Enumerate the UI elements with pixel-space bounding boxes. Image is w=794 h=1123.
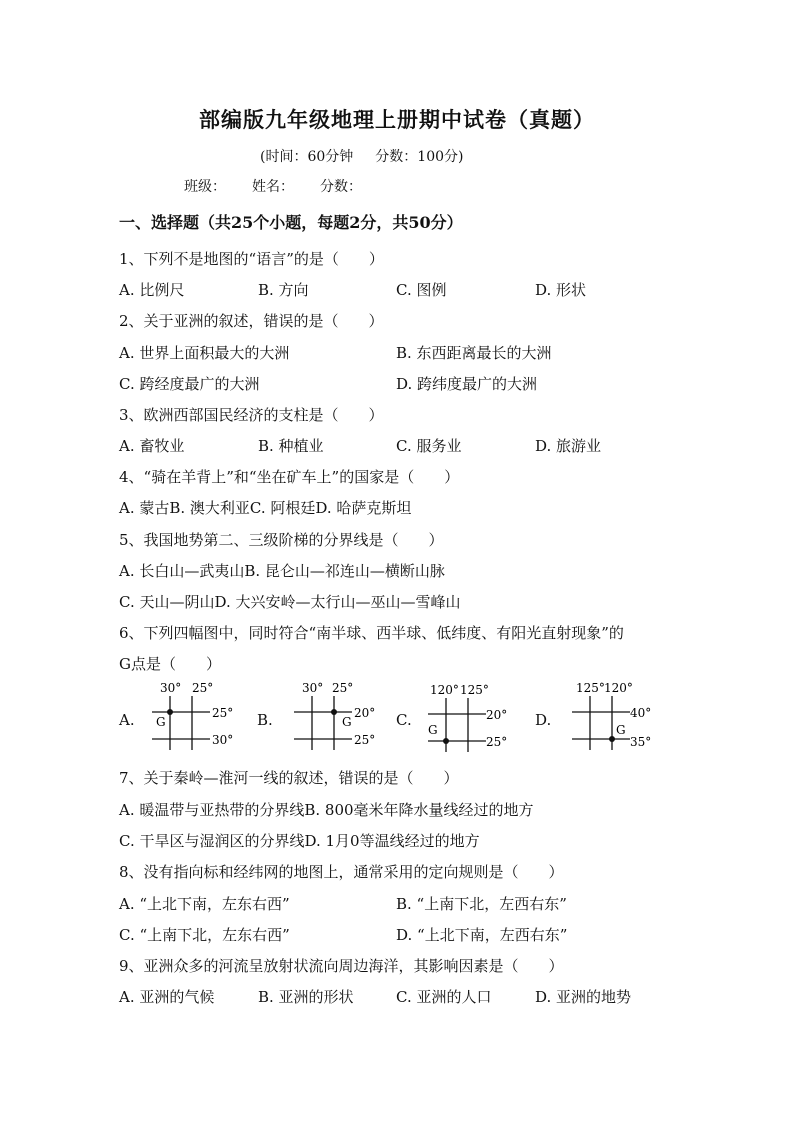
right-label-2: 25° <box>354 733 376 747</box>
question-9-option-d: D. 亚洲的地势 <box>535 988 632 1006</box>
diagram-b-letter: B. <box>257 711 273 729</box>
question-8-option-d: D. “上北下南，左西右东” <box>396 926 568 944</box>
exam-meta <box>260 146 463 166</box>
diagram-c-letter: C. <box>396 711 412 729</box>
question-2-option-d: D. 跨纬度最广的大洲 <box>396 375 538 393</box>
class-field: 班级： <box>184 179 226 195</box>
right-label-2: 35° <box>630 735 652 749</box>
question-1-option-d: D. 形状 <box>535 281 587 299</box>
question-1-stem: 1、下列不是地图的“语言”的是（ ） <box>119 250 384 268</box>
top-label-2: 125° <box>460 683 489 697</box>
question-8-option-c: C. “上南下北，左东右西” <box>119 926 290 944</box>
question-9-option-b: B. 亚洲的形状 <box>258 988 354 1006</box>
time-limit: (时间：60分钟 <box>260 149 354 165</box>
question-8-option-b: B. “上南下北，左西右东” <box>396 895 567 913</box>
top-label-2: 25° <box>192 681 214 695</box>
question-8-stem: 8、没有指向标和经纬网的地图上，通常采用的定向规则是（ ） <box>119 863 564 881</box>
diagram-c-grid <box>424 682 524 752</box>
question-5-options-ab: A. 长白山—武夷山B. 昆仑山—祁连山—横断山脉 <box>119 562 445 580</box>
top-label-2: 120° <box>604 681 633 695</box>
page-title: 部编版九年级地理上册期中试卷（真题） <box>199 107 595 132</box>
question-1-option-a: A. 比例尺 <box>119 281 185 299</box>
question-7-options-cd: C. 干旱区与湿润区的分界线D. 1月0等温线经过的地方 <box>119 832 480 850</box>
question-2-option-a: A. 世界上面积最大的大洲 <box>119 344 290 362</box>
right-label-2: 25° <box>486 735 508 749</box>
top-label-2: 25° <box>332 681 354 695</box>
question-2-stem: 2、关于亚洲的叙述，错误的是（ ） <box>119 312 384 330</box>
top-label-1: 30° <box>302 681 324 695</box>
diagram-d-grid <box>568 680 668 750</box>
question-5-options-cd: C. 天山—阴山D. 大兴安岭—太行山—巫山—雪峰山 <box>119 593 461 611</box>
question-7-options-ab: A. 暖温带与亚热带的分界线B. 800毫米年降水量线经过的地方 <box>119 801 534 819</box>
diagram-a-grid <box>148 680 248 750</box>
point-g-marker <box>443 738 449 744</box>
top-label-1: 30° <box>160 681 182 695</box>
total-score: 分数：100分) <box>375 149 464 165</box>
question-1-option-b: B. 方向 <box>258 281 309 299</box>
question-6-stem-cont: G点是（ ） <box>119 655 221 673</box>
section-heading: 一、选择题（共25个小题，每题2分，共50分） <box>119 213 463 232</box>
question-7-stem: 7、关于秦岭—淮河一线的叙述，错误的是（ ） <box>119 769 459 787</box>
diagram-a-letter: A. <box>119 711 135 729</box>
top-label-1: 125° <box>576 681 605 695</box>
point-g-label: G <box>428 723 438 737</box>
right-label-1: 40° <box>630 706 652 720</box>
question-9-option-c: C. 亚洲的人口 <box>396 988 492 1006</box>
score-field: 分数： <box>320 179 362 195</box>
right-label-1: 20° <box>354 706 376 720</box>
question-3-option-c: C. 服务业 <box>396 437 462 455</box>
right-label-2: 30° <box>212 733 234 747</box>
point-g-label: G <box>156 715 166 729</box>
right-label-1: 25° <box>212 706 234 720</box>
question-3-option-a: A. 畜牧业 <box>119 437 185 455</box>
student-fields <box>184 176 388 196</box>
question-2-option-b: B. 东西距离最长的大洲 <box>396 344 552 362</box>
question-9-option-a: A. 亚洲的气候 <box>119 988 215 1006</box>
question-3-option-d: D. 旅游业 <box>535 437 602 455</box>
name-field: 姓名： <box>252 179 294 195</box>
point-g-marker <box>609 736 615 742</box>
question-3-stem: 3、欧洲西部国民经济的支柱是（ ） <box>119 406 384 424</box>
question-1-option-c: C. 图例 <box>396 281 447 299</box>
question-8-option-a: A. “上北下南，左东右西” <box>119 895 290 913</box>
top-label-1: 120° <box>430 683 459 697</box>
question-4-stem: 4、“骑在羊背上”和“坐在矿车上”的国家是（ ） <box>119 468 460 486</box>
question-5-stem: 5、我国地势第二、三级阶梯的分界线是（ ） <box>119 531 444 549</box>
point-g-label: G <box>616 723 626 737</box>
right-label-1: 20° <box>486 708 508 722</box>
question-9-stem: 9、亚洲众多的河流呈放射状流向周边海洋，其影响因素是（ ） <box>119 957 564 975</box>
question-3-option-b: B. 种植业 <box>258 437 324 455</box>
point-g-label: G <box>342 715 352 729</box>
question-6-stem: 6、下列四幅图中，同时符合“南半球、西半球、低纬度、有阳光直射现象”的 <box>119 624 624 642</box>
diagram-b-grid <box>290 680 390 750</box>
question-2-option-c: C. 跨经度最广的大洲 <box>119 375 260 393</box>
question-4-options: A. 蒙古B. 澳大利亚C. 阿根廷D. 哈萨克斯坦 <box>119 499 412 517</box>
point-g-marker <box>167 709 173 715</box>
diagram-d-letter: D. <box>535 711 552 729</box>
point-g-marker <box>331 709 337 715</box>
